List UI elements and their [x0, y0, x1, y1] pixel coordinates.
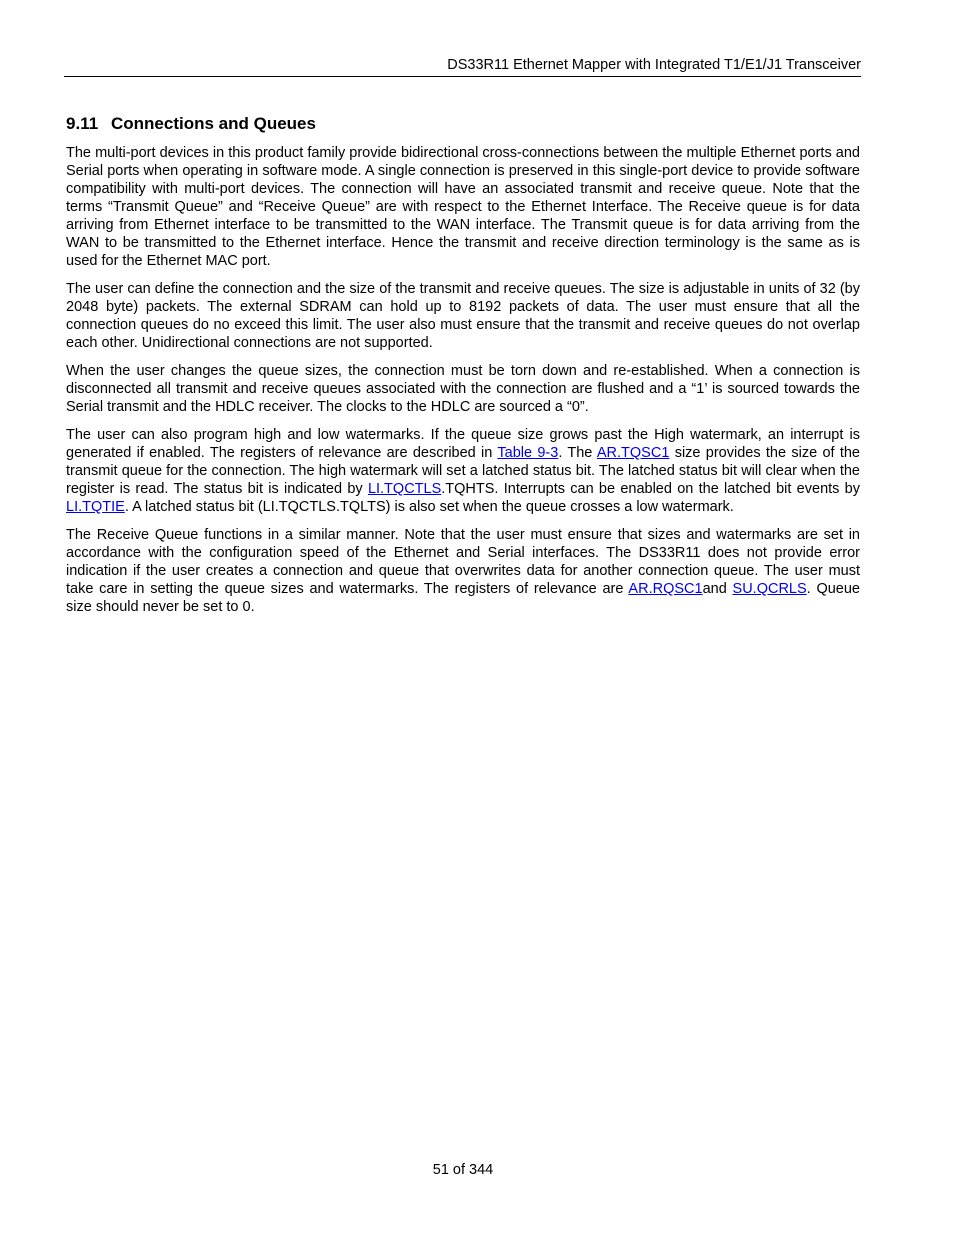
- header-rule: [64, 76, 861, 77]
- paragraph-4-text-3: size provides the size of the transmit queue for the connection. The high watermark will set a latched status bit. The latched status bit will clear when the register is read. The status bit is indicated by: [66, 445, 860, 497]
- section-number: 9.11: [66, 114, 99, 133]
- link-table-9-3[interactable]: Table 9-3: [497, 445, 559, 461]
- paragraph-1: The multi-port devices in this product family provide bidirectional cross-connections between the multiple Ethernet ports and Serial ports when operating in software mode. A single connection is preserved in this single-port device to provide software compatibility with multi-port devices. The connection will have an associated transmit and receive queue. Note that the terms “Transmit Queue” and “Receive Queue” are with respect to the Ethernet Interface. The Receive queue is for data arriving from Ethernet interface to be transmitted to the WAN interface. The Transmit queue is for data arriving from the WAN to be transmitted to the Ethernet interface. Hence the transmit and receive direction terminology is the same as is used for the Ethernet MAC port.: [66, 145, 860, 269]
- paragraph-2: The user can define the connection and the size of the transmit and receive queues. The size is adjustable in units of 32 (by 2048 byte) packets. The external SDRAM can hold up to 8192 packets of data. The user must ensure that all the connection queues do no exceed this limit. The user also must ensure that the transmit and receive queues do not overlap each other. Unidirectional connections are not supported.: [66, 281, 860, 351]
- section-heading: [66, 114, 316, 134]
- paragraph-5-text-2: and: [702, 581, 733, 597]
- paragraph-4-text-5: . A latched status bit (LI.TQCTLS.TQLTS) is also set when the queue crosses a low watermark.: [124, 499, 734, 515]
- running-header: DS33R11 Ethernet Mapper with Integrated T1/E1/J1 Transceiver: [447, 57, 861, 73]
- paragraph-5-text-1: The Receive Queue functions in a similar manner. Note that the user must ensure that sizes and watermarks are set in accordance with the configuration speed of the Ethernet and Serial interfaces. The DS33R11 does not provide error indication if the user creates a connection and queue that overwrites data for another connection queue. The user must take care in setting the queue sizes and watermarks. The registers of relevance are: [66, 527, 860, 597]
- link-su-qcrls[interactable]: SU.QCRLS: [732, 581, 807, 597]
- paragraph-4-text-1: The user can also program high and low watermarks. If the queue size grows past the High watermark, an interrupt is generated if enabled. The registers of relevance are described in: [66, 427, 860, 461]
- page-number: 51 of 344: [432, 1162, 494, 1178]
- link-li-tqctls[interactable]: LI.TQCTLS: [367, 481, 442, 497]
- link-ar-rqsc1[interactable]: AR.RQSC1: [628, 581, 703, 597]
- body-text: [66, 144, 860, 626]
- link-li-tqtie[interactable]: LI.TQTIE: [66, 499, 125, 515]
- paragraph-4-text-2: . The: [558, 445, 597, 461]
- paragraph-5: [66, 526, 860, 616]
- paragraph-3: When the user changes the queue sizes, the connection must be torn down and re-established. When a connection is disconnected all transmit and receive queues associated with the connection are flushed and a “1’ is sourced towards the Serial transmit and the HDLC receiver. The clocks to the HDLC are sourced a “0”.: [66, 363, 860, 415]
- paragraph-5-text-3: . Queue size should never be set to 0.: [66, 581, 860, 615]
- paragraph-4: [66, 426, 860, 516]
- link-ar-tqsc1[interactable]: AR.TQSC1: [596, 445, 670, 461]
- paragraph-4-text-4: .TQHTS. Interrupts can be enabled on the latched bit events by: [441, 481, 860, 497]
- section-title: Connections and Queues: [111, 114, 316, 133]
